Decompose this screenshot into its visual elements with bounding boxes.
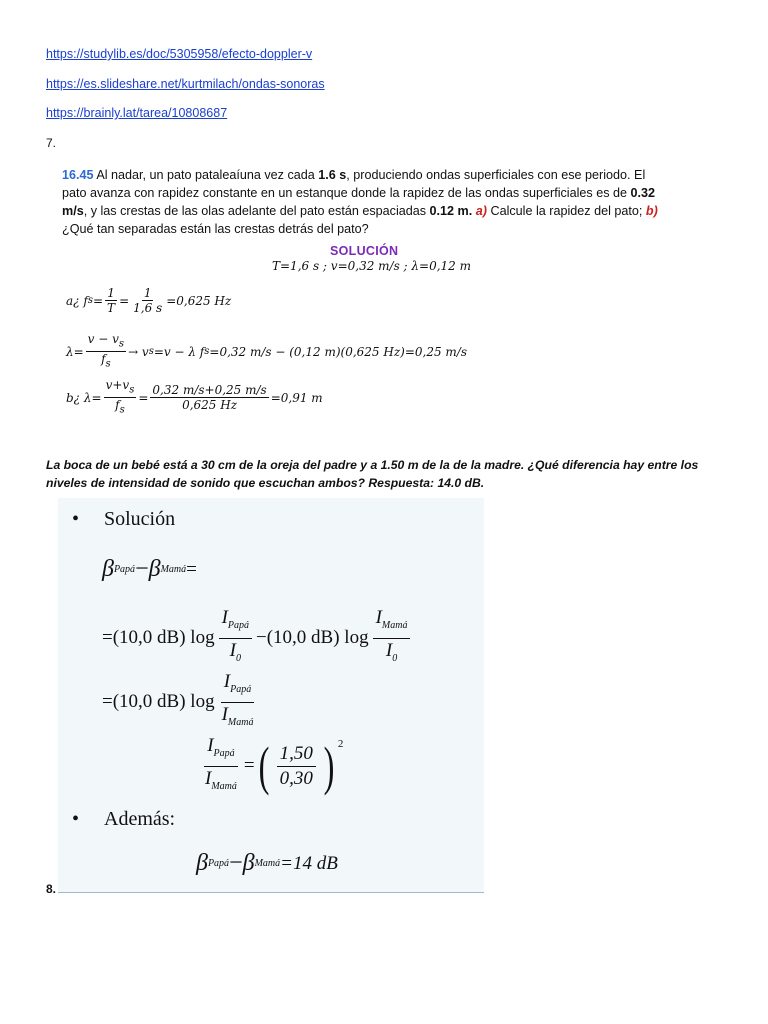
eq-text: → v (128, 344, 149, 359)
beta-symbol: β (102, 556, 114, 582)
panel-line-1 (102, 556, 197, 583)
sub-mama: Mamá (381, 619, 408, 631)
left-paren: ( (258, 736, 269, 797)
eq-text: = (119, 293, 130, 308)
numerator: 1,50 (277, 742, 316, 767)
denominator: 1,6 s (133, 301, 163, 315)
eq-text: I (207, 735, 214, 756)
eq-sub: s (119, 404, 125, 416)
part-b-label: b) (645, 204, 658, 218)
equation-duck-speed (66, 332, 467, 372)
eq-text: I (205, 767, 212, 789)
denominator: 0,30 (279, 767, 313, 789)
minus: − (135, 556, 149, 582)
link-brainly[interactable]: https://brainly.lat/tarea/10808687 (46, 106, 228, 120)
eq-text: I (375, 607, 382, 628)
eq-sub: s (87, 295, 93, 306)
fraction (104, 378, 137, 418)
problem-text: , y las crestas de las olas adelante del pato están espaciadas (83, 204, 430, 218)
fraction (219, 670, 257, 735)
problem-number: 16.45 (62, 168, 94, 182)
eq-text: =(10,0 dB) log (102, 691, 215, 713)
fraction (105, 286, 117, 315)
denominator (99, 352, 113, 371)
problem-speed: 0.32 m/s (62, 186, 656, 218)
minus: − (229, 850, 243, 876)
beta-symbol: β (242, 850, 255, 876)
beta-symbol: β (148, 556, 161, 582)
eq-text: =(10,0 dB) log (102, 627, 215, 649)
sub-papa: Papá (227, 619, 250, 631)
eq-text: I (221, 607, 228, 628)
problem-text: Al nadar, un pato pataleaíuna vez cada (93, 168, 319, 182)
problem-statement (62, 166, 662, 238)
sub-papa: Papá (207, 858, 230, 869)
fraction (219, 606, 252, 671)
numerator: 0,32 m/s+0,25 m/s (152, 383, 267, 398)
panel-final-line (196, 850, 338, 877)
panel-line-3 (102, 670, 260, 735)
right-paren: ) (323, 736, 335, 797)
numerator: 1 (107, 286, 115, 300)
solution-image-panel (58, 498, 484, 893)
sub-mama: Mamá (160, 564, 187, 575)
fraction (277, 742, 316, 791)
bullet: • (72, 508, 80, 530)
eq-text: I (221, 703, 228, 725)
eq-result: =0,91 m (270, 390, 323, 405)
panel-solucion-heading: Solución (104, 508, 176, 530)
eq-text: v+v (105, 378, 130, 392)
eq-sub: s (118, 338, 125, 350)
numerator: 1 (143, 286, 152, 300)
fraction (86, 332, 126, 372)
beta-symbol: β (196, 850, 208, 876)
denominator (219, 703, 257, 735)
numerator (86, 332, 126, 352)
eq-text: b¿ λ= (66, 390, 102, 405)
equation-frequency (66, 286, 231, 315)
question-2: La boca de un bebé está a 30 cm de la oreja del padre y a 1.50 m de la de la madre. ¿Qué diferencia hay entre los niveles de intensidad de sonido que escuchan ambos? Respuesta: 14.0 dB. (46, 458, 699, 490)
numerator (221, 670, 254, 703)
problem-spacing: 0.12 m. (429, 204, 473, 218)
sub-zero: 0 (235, 652, 241, 664)
panel-line-2 (102, 606, 414, 671)
problem-text: Calcule la rapidez del pato; (486, 204, 646, 218)
denominator (383, 639, 400, 671)
link-studylib[interactable]: https://studylib.es/doc/5305958/efecto-doppler-v (46, 47, 313, 61)
numerator (204, 734, 237, 767)
numerator (104, 378, 137, 398)
panel-ademas-heading: Además: (104, 808, 176, 830)
sub-mama: Mamá (211, 780, 237, 792)
numerator (219, 606, 252, 639)
sub-mama: Mamá (227, 716, 254, 728)
eq-text: I (229, 639, 236, 661)
eq-sub: s (148, 346, 154, 358)
eq-text: λ= (66, 344, 84, 359)
eq-result: =0,32 m/s − (0,12 m)(0,625 Hz)=0,25 m/s (209, 344, 468, 359)
eq-text: = (92, 293, 104, 308)
eq-text: −(10,0 dB) log (256, 627, 369, 649)
sub-mama: Mamá (254, 858, 281, 869)
fraction (150, 383, 268, 412)
equals: = (243, 755, 255, 777)
eq-sub: s (105, 358, 111, 370)
part-a-label: a) (472, 204, 487, 218)
equals: = (186, 558, 197, 580)
eq-text: v − v (87, 332, 119, 346)
fraction (131, 286, 164, 315)
sub-zero: 0 (392, 652, 398, 664)
problem-period: 1.6 s (318, 168, 347, 182)
numerator (373, 606, 411, 639)
problem-text: ¿Qué tan separadas están las crestas detrás del pato? (62, 222, 369, 236)
eq-sub: s (204, 346, 210, 358)
eq-text: a¿ f (66, 293, 88, 308)
denominator (227, 639, 244, 671)
solution-title: SOLUCIÓN (330, 244, 399, 258)
denominator (113, 398, 127, 417)
fraction (373, 606, 411, 671)
eq-sub: s (129, 384, 135, 396)
equation-wavelength-behind: b¿ λ= $\frac{v+v_s}{f_s}$ = $\frac{0,32 m/s+0,25 m/s}{0,625 Hz}$ =0,91 m (66, 378, 323, 416)
item-number-8: 8. (46, 882, 57, 896)
eq-result: =0,625 Hz (166, 293, 232, 308)
denominator: 0,625 Hz (182, 398, 238, 413)
exponent: 2 (337, 738, 344, 750)
sub-papa: Papá (230, 683, 252, 695)
eq-text: I (223, 671, 231, 692)
given-values: T=1,6 s ; v=0,32 m/s ; λ=0,12 m (272, 259, 471, 273)
sub-papa: Papá (213, 747, 235, 759)
eq-result: =14 dB (280, 852, 338, 874)
eq-text: f (115, 398, 120, 413)
problem-text: , produciendo ondas superficiales con ese periodo. El pato avanza con rapidez constante en un estanque donde la rapidez de las ondas superficiales es de (62, 168, 646, 200)
sub-papa: Papá (113, 564, 136, 575)
fraction (202, 734, 240, 799)
item-number-7: 7. (46, 136, 57, 150)
eq-text: I (385, 639, 393, 661)
link-slideshare[interactable]: https://es.slideshare.net/kurtmilach/ondas-sonoras (46, 77, 325, 91)
eq-text: =v − λ f (153, 344, 205, 359)
denominator (202, 767, 240, 799)
eq-text: f (101, 352, 106, 367)
bullet: • (72, 808, 80, 830)
panel-line-ratio (198, 734, 343, 799)
denominator: T (107, 301, 116, 315)
